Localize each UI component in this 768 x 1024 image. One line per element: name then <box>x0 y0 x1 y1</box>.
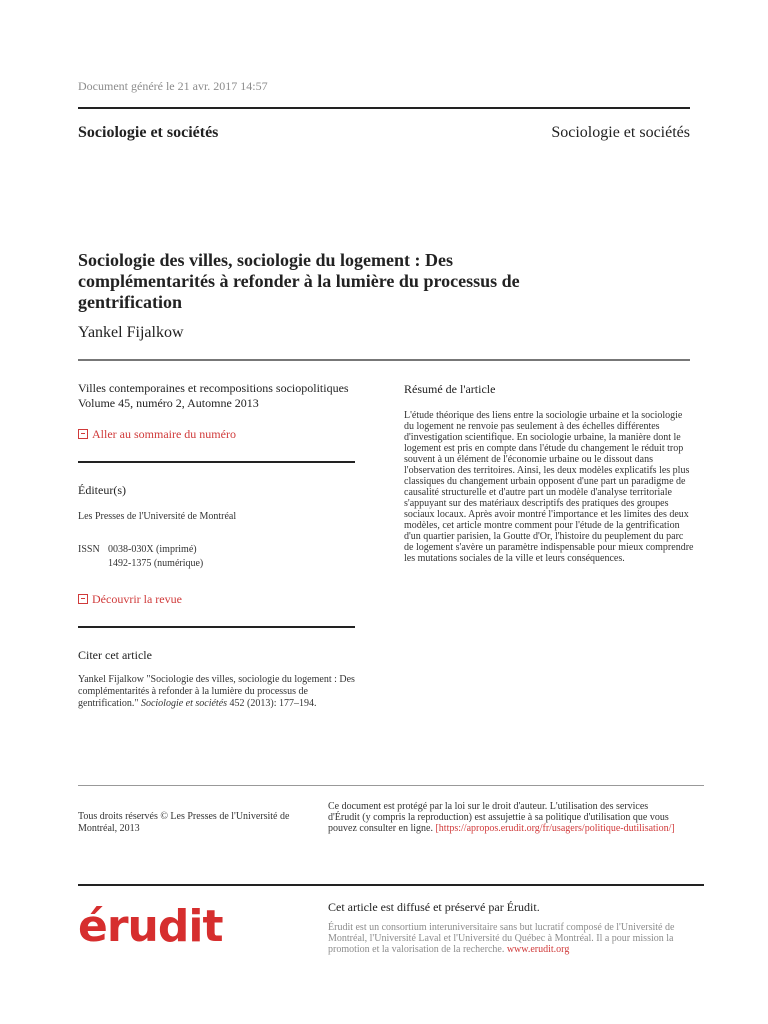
erudit-description <box>328 922 703 955</box>
citation-label: Citer cet article <box>78 648 152 662</box>
erudit-url-link[interactable]: www.erudit.org <box>506 944 570 955</box>
erudit-logo: érudit <box>78 901 223 952</box>
header-rule <box>78 107 690 109</box>
erudit-description-text: Érudit est un consortium interuniversitaire sans but lucratif composé de l'Université de Montréal, l'Université Laval et l'Université du Québec à Montréal. Il a pour mission la promotion et la valorisation de la recherche. <box>328 922 675 955</box>
left-rule-1 <box>78 461 355 463</box>
publisher-label: Éditeur(s) <box>78 483 126 497</box>
citation-text <box>78 674 363 710</box>
discover-link-label: Découvrir la revue <box>92 592 182 606</box>
issn-block <box>78 543 203 571</box>
citation-prefix: Yankel Fijalkow "Sociologie des villes, sociologie du logement : Des complémentarités à refonder à la lumière du processus de gentrification." <box>78 674 355 709</box>
issn-print: 0038-030X (imprimé) <box>108 544 197 555</box>
title-rule <box>78 359 690 361</box>
copyright-text: Ce document est protégé par la loi sur le droit d'auteur. L'utilisation des services d'Érudit (y compris la reproduction) est assujettie à sa politique d'utilisation que vous pouvez consulter en ligne. <box>328 801 669 834</box>
journal-title-left: Sociologie et sociétés <box>78 124 219 141</box>
left-rule-2 <box>78 626 355 628</box>
generated-date: Document généré le 21 avr. 2017 14:57 <box>78 79 268 93</box>
issn-label: ISSN <box>78 544 100 555</box>
erudit-rule <box>78 884 704 886</box>
footer-rule <box>78 785 704 786</box>
rights-text: Tous droits réservés © Les Presses de l'Université de Montréal, 2013 <box>78 811 290 834</box>
external-link-icon <box>78 594 88 604</box>
policy-link[interactable]: [https://apropos.erudit.org/fr/usagers/politique-dutilisation/] <box>435 823 675 834</box>
abstract-text: L'étude théorique des liens entre la sociologie urbaine et la sociologie du logement ne renvoie pas seulement à des échelles différentes d'investigation scientifique. En sociologie urbaine, la manière dont le logement est pris en compte dans l'étude du changement le réduit trop souvent à un élément de l'économie urbaine ou le dissout dans l'observation des territoires. Ainsi, les deux modèles explicatifs les plus classiques du changement urbain opposent d'une part un paradigme de causalité structurelle et d'autre part un modèle d'analyse territoriale s'appuyant sur des matériaux descriptifs des pratiques des groupes sociaux locaux. Après avoir montré l'importance et les limites des deux modèles, cet article montre comment pour l'étude de la gentrification d'un quartier parisien, la Goutte d'Or, l'histoire du peuplement du parc de logement s'avère un paramètre indispensable pour mieux comprendre les mutations sociales de la ville et leurs conséquences. <box>404 410 694 564</box>
copyright-notice <box>328 801 678 834</box>
external-link-icon <box>78 429 88 439</box>
toc-link[interactable] <box>78 427 236 442</box>
article-author: Yankel Fijalkow <box>78 324 184 341</box>
issue-info: Villes contemporaines et recompositions sociopolitiques Volume 45, numéro 2, Automne 2013 <box>78 381 349 410</box>
issn-digital: 1492-1375 (numérique) <box>108 558 204 569</box>
article-title: Sociologie des villes, sociologie du logement : Des complémentarités à refonder à la lumière du processus de gentrification <box>78 250 520 312</box>
toc-link-label: Aller au sommaire du numéro <box>92 427 236 441</box>
publisher-name: Les Presses de l'Université de Montréal <box>78 511 237 522</box>
journal-title-right: Sociologie et sociétés <box>551 124 690 141</box>
citation-suffix: 452 (2013): 177–194. <box>229 698 317 709</box>
erudit-heading: Cet article est diffusé et préservé par Érudit. <box>328 900 540 914</box>
citation-journal: Sociologie et sociétés <box>140 698 228 709</box>
discover-link[interactable] <box>78 592 182 607</box>
abstract-label: Résumé de l'article <box>404 382 496 396</box>
